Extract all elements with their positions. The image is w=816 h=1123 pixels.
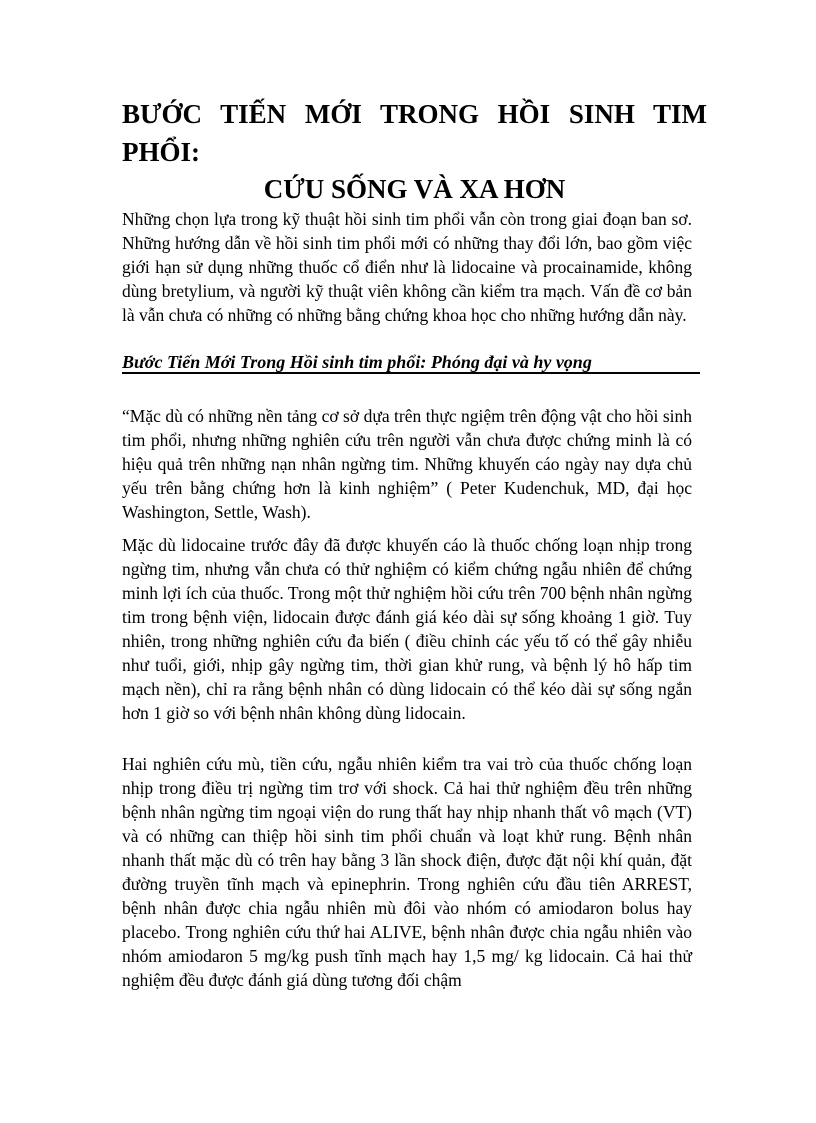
title-line-1: BƯỚC TIẾN MỚI TRONG HỒI SINH TIM PHỔI: bbox=[122, 99, 707, 167]
lidocaine-paragraph: Mặc dù lidocaine trước đây đã được khuyến cáo là thuốc chống loạn nhịp trong ngừng tim, nhưng vẫn chưa có thử nghiệm có kiểm chứng ngẫu nhiên để chứng minh lợi ích của thuốc. Trong một thử nghiệm hồi cứu trên 700 bệnh nhân ngừng tim trong bệnh viện, lidocain được đánh giá kéo dài sự sống khoảng 1 giờ. Tuy nhiên, trong những nghiên cứu đa biến ( điều chỉnh các yếu tố có thể gây nhiễu như tuổi, giới, nhịp gây ngừng tim, thời gian khử rung, và bệnh lý hô hấp tim mạch nền), chỉ ra rằng bệnh nhân có dùng lidocain có thể kéo dài sự sống ngắn hơn 1 giờ so với bệnh nhân không dùng lidocain. bbox=[122, 535, 692, 723]
intro-paragraph: Những chọn lựa trong kỹ thuật hồi sinh tim phổi vẫn còn trong giai đoạn ban sơ. Những hướng dẫn về hồi sinh tim phổi mới có những thay đổi lớn, bao gồm việc giới hạn sử dụng những thuốc cổ điển như là lidocaine và procainamide, không dùng bretylium, và người kỹ thuật viên không cần kiểm tra mạch. Vấn đề cơ bản là vẫn chưa có những có những bằng chứng khoa học cho những hướng dẫn này. bbox=[122, 209, 692, 325]
subheading-underline bbox=[122, 372, 700, 374]
quote-paragraph: “Mặc dù có những nền tảng cơ sở dựa trên thực ngiệm trên động vật cho hồi sinh tim phổi, nhưng những nghiên cứu trên người vẫn chưa được chứng minh là có hiệu quả trên những nạn nhân ngừng tim. Những khuyến cáo ngày nay dựa chủ yếu trên bằng chứng hơn là kinh nghiệm” ( Peter Kudenchuk, MD, đại học Washington, Settle, Wash). bbox=[122, 406, 692, 522]
section-subheading: Bước Tiến Mới Trong Hồi sinh tim phổi: Phóng đại và hy vọng bbox=[122, 352, 592, 372]
trials-paragraph: Hai nghiên cứu mù, tiền cứu, ngẫu nhiên kiểm tra vai trò của thuốc chống loạn nhịp trong điều trị ngừng tim trơ với shock. Cả hai thử nghiệm đều trên những bệnh nhân ngừng tim ngoại viện do rung thất hay nhịp nhanh thất vô mạch (VT) và có những can thiệp hồi sinh tim phổi chuẩn và loạt khử rung. Bệnh nhân nhanh thất mặc dù có trên hay bằng 3 lần shock điện, được đặt nội khí quản, đặt đường truyền tĩnh mạch và epinephrin. Trong nghiên cứu đầu tiên ARREST, bệnh nhân được chia ngẫu nhiên mù đôi vào nhóm có amiodaron bolus hay placebo. Trong nghiên cứu thứ hai ALIVE, bệnh nhân được chia ngẫu nhiên vào nhóm amiodaron 5 mg/kg push tĩnh mạch hay 1,5 mg/ kg lidocain. Cả hai thử nghiệm đều được đánh giá dùng tương đối chậm bbox=[122, 754, 692, 990]
title-line-2: CỨU SỐNG VÀ XA HƠN bbox=[263, 174, 566, 204]
